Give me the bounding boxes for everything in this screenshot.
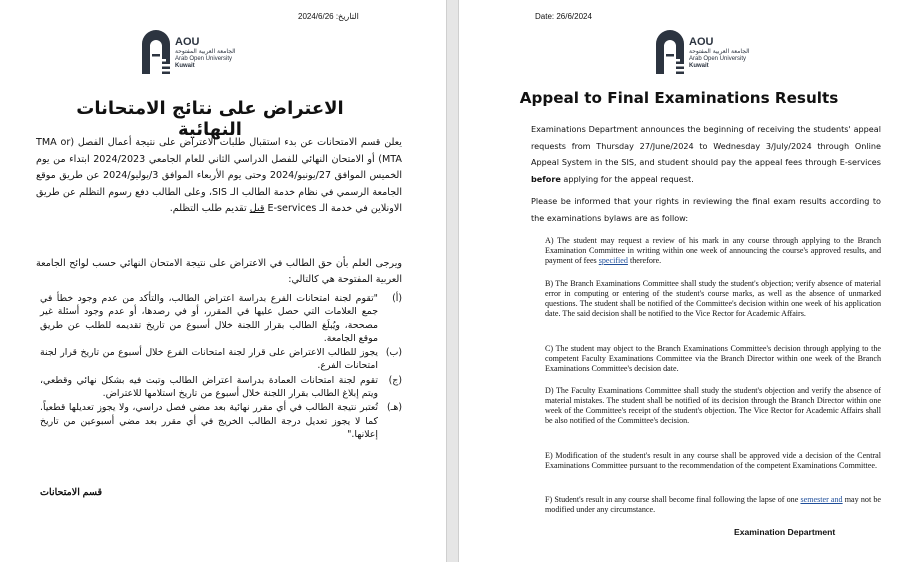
- arabic-rule-item: [40, 374, 402, 401]
- arabic-rule-text: يجوز للطالب الاعتراض على قرار لجنة امتحانات الفرع خلال أسبوع من تاريخ قرار لجنة امتحانات الفرع.: [40, 347, 378, 372]
- arabic-rule-text: "تقوم لجنة امتحانات الفرع بدراسة اعتراض الطالب، والتأكد من عدم وجود خطأ في جمع العلامات التي حصل عليها في المقرر، أو في رصدها، أو عدم وجود أسئلة غير مصححة، ويُبلَغ الطالب بقرار اللجنة خلال أسبوع من تاريخ تقديمه للطلب عن طريق موقع الجامعة.: [40, 293, 378, 344]
- logo-country: Kuwait: [175, 63, 195, 69]
- english-rule-e: E) Modification of the student's result in any course shall be approved vide a decision of the Central Examinations Committee pursuant to the recommendation of the competent Examinations Committee.: [545, 451, 881, 470]
- arabic-page: [0, 0, 447, 562]
- logo-short-name: AOU: [689, 36, 714, 48]
- english-rule-b: B) The Branch Examinations Committee shall study the student's objection; verify absence of material error in computing or entering of the student's course marks, as well as the absence of unmarked questions. The student shall be notified of the Committee's decision within one week of his application date. The said decision shall be notified to the Vice Rector for Academic Affairs.: [545, 279, 881, 318]
- arabic-rule-marker: (ج): [388, 374, 402, 386]
- english-rule-a-start: A) The student may request a review of his mark in any course through applying to the Branch Examination Committee in writing within one week of announcing the course's approved results, and payment of fees: [545, 236, 881, 265]
- arabic-rule-marker: (أ): [392, 293, 402, 304]
- english-page: [458, 0, 898, 562]
- english-rule-a: [545, 236, 881, 266]
- arabic-intro-main: يعلن قسم الامتحانات عن بدء استقبال طلبات الاعتراض على نتيجة أعمال الفصل (TMA or MTA) أو الامتحان النهائي للفصل الدراسي الثاني للعام الجامعي 2024/2023 ابتداء من يوم الخميس الموافق 27/يونيو/2024 وحتى يوم الأربعاء الموافق 3/يوليو/2024 عن طريق موقع الجامعة الرسمي في نظام خدمة الطالب الـ SIS، وعلى الطالب دفع رسوم التظلم عن طريق الاونلاين في خدمة الـ E-services: [36, 137, 402, 214]
- arabic-rules-list: [40, 292, 402, 442]
- logo-country: Kuwait: [689, 63, 709, 69]
- aou-logo-mark-icon: [140, 30, 172, 74]
- english-rule-f: [545, 495, 881, 515]
- logo-english-name: Arab Open University: [689, 56, 747, 62]
- arabic-rule-item: [40, 346, 402, 373]
- english-rule-f-end: may not be modified under any circumstance.: [545, 495, 881, 514]
- arabic-rule-item: [40, 401, 402, 441]
- aou-logo: [140, 30, 236, 78]
- arabic-rule-text: تُعتبر نتيجة الطالب في أي مقرر نهائية بعد مضي فصل دراسي، ولا يجوز تعديلها قطعياً. كما لا يجوز تعديل درجة الطالب الخريج في أي مقرر بعد مضي أسبوعين من تاريخ إعلانها.": [40, 402, 378, 440]
- english-p1-end: applying for the appeal request.: [560, 173, 694, 184]
- arabic-note: ويرجى العلم بأن حق الطالب في الاعتراض على نتيجة الامتحان النهائي حسب لوائح الجامعة العربية المفتوحة هي كالتالي:: [36, 258, 402, 285]
- english-date: Date: 26/6/2024: [535, 12, 592, 21]
- logo-english-name: Arab Open University: [175, 56, 233, 62]
- english-signature: Examination Department: [734, 527, 836, 537]
- english-rule-f-underlined: semester and: [800, 495, 843, 504]
- english-p1-bold: before: [531, 173, 561, 184]
- english-rule-d: D) The Faculty Examinations Committee shall study the student's objection and verify the absence of material mistakes. The student shall be notified of its decision through the Branch Director within one week of the Committee's receipt of the student's objection. The Vice Rector for Academic Affairs shall be also notified of the Committee's decision.: [545, 386, 881, 425]
- arabic-rule-item: [40, 292, 402, 345]
- arabic-intro-tail: تقديم طلب التظلم.: [169, 203, 247, 214]
- english-rule-a-underlined: specified: [598, 255, 628, 265]
- arabic-rule-marker: (هـ): [386, 402, 402, 414]
- english-rule-f-start: F) Student's result in any course shall become final following the lapse of one: [545, 495, 801, 504]
- english-rule-c: C) The student may object to the Branch Examinations Committee's decision through applying to the competent Faculty Examinations Committee via the Branch Director within one week of the Branch Examinations Committee's decision date.: [545, 344, 881, 373]
- arabic-intro-underlined: قبل: [249, 203, 265, 214]
- english-title: Appeal to Final Examinations Results: [519, 89, 839, 107]
- arabic-date: التاريخ: 2024/6/26: [298, 12, 359, 21]
- arabic-title: الاعتراض على نتائج الامتحانات النهائية: [76, 98, 344, 140]
- logo-arabic-name: الجامعة العربية المفتوحة: [175, 48, 236, 55]
- arabic-signature: قسم الامتحانات: [40, 487, 103, 498]
- english-rule-a-end: therefore.: [627, 255, 662, 265]
- logo-short-name: AOU: [175, 36, 200, 48]
- aou-logo: [654, 30, 750, 78]
- arabic-rule-marker: (ب): [385, 347, 402, 359]
- english-p1-start: Examinations Department announces the beginning of receiving the students' appeal requests from Thursday 27/June/2024 to Wednesday 3/July/2024 through Online Appeal System in the SIS, and student should pay the appeal fees through E-services: [531, 124, 881, 168]
- arabic-intro-paragraph: [36, 135, 402, 218]
- english-rights-paragraph: Please be informed that your rights in reviewing the final exam results according to the examinations bylaws are as follow:: [531, 196, 881, 223]
- arabic-rule-text: تقوم لجنة امتحانات العمادة بدراسة اعتراض الطالب وتبت فيه بشكل نهائي وقطعي، ويتم إبلاغ الطالب بقرار اللجنة خلال أسبوع من تاريخ استلامها للاعتراض.: [40, 374, 378, 400]
- aou-logo-mark-icon: [654, 30, 686, 74]
- english-announcement-paragraph: [531, 121, 881, 187]
- logo-arabic-name: الجامعة العربية المفتوحة: [689, 48, 750, 55]
